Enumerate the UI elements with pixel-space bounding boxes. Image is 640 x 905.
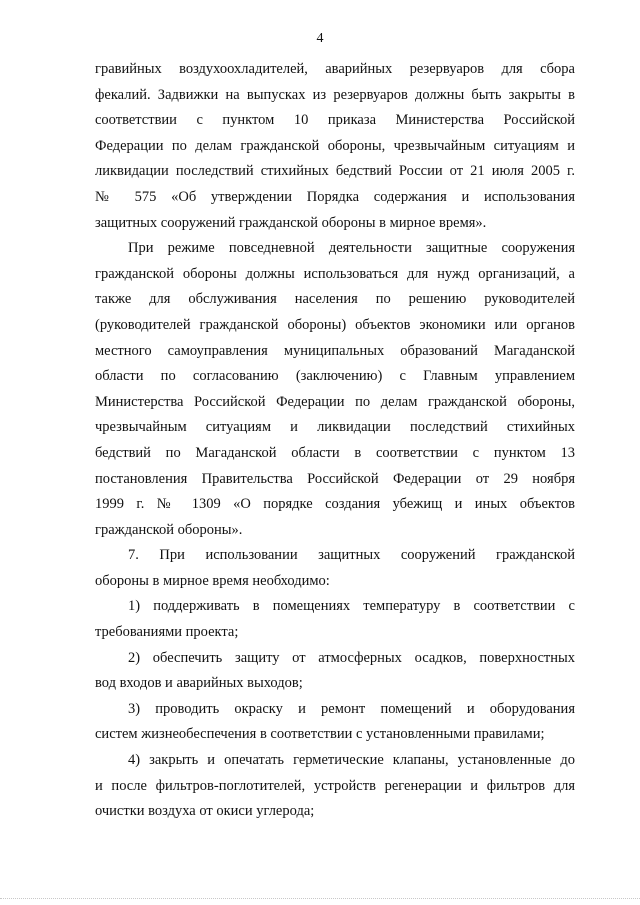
text-line: гравийных воздухоохладителей, аварийных резервуаров для сбора	[95, 61, 575, 77]
text-line: очистки воздуха от окиси углерода;	[95, 803, 315, 820]
text-line: 1999 г. № 1309 «О порядке создания убежищ и иных объектов	[95, 496, 575, 513]
text-line: ликвидации последствий стихийных бедствий России от 21 июля 2005 г.	[95, 163, 575, 180]
list-item-4	[95, 748, 575, 825]
text-line: Федерации по делам гражданской обороны, чрезвычайным ситуациям и	[95, 137, 575, 154]
text-line: 7. При использовании защитных сооружений гражданской	[128, 547, 575, 564]
text-line: вод входов и аварийных выходов;	[95, 675, 303, 692]
text-line: Министерства Российской Федерации по делам гражданской обороны,	[95, 393, 575, 410]
list-item-1	[95, 594, 575, 645]
text-line: и после фильтров-поглотителей, устройств регенерации и фильтров для	[95, 777, 575, 794]
page-number: 4	[316, 31, 324, 46]
paragraph-item-7	[95, 543, 575, 594]
scan-edge-rule	[0, 898, 640, 899]
text-line: требованиями проекта;	[95, 624, 239, 641]
text-line: также для обслуживания населения по решению руководителей	[95, 291, 575, 308]
text-line: фекалий. Задвижки на выпусках из резервуаров должны быть закрыты в	[95, 86, 575, 103]
text-line: соответствии с пунктом 10 приказа Министерства Российской	[95, 112, 575, 129]
text-line: постановления Правительства Российской Федерации от 29 ноября	[95, 470, 575, 487]
text-line: гражданской обороны».	[95, 521, 243, 538]
text-line: обороны в мирное время необходимо:	[95, 572, 330, 589]
text-line: местного самоуправления муниципальных образований Магаданской	[95, 342, 575, 359]
text-line: 4) закрыть и опечатать герметические клапаны, установленные до	[128, 752, 575, 769]
text-line: 3) проводить окраску и ремонт помещений и оборудования	[128, 700, 575, 717]
text-line: 1) поддерживать в помещениях температуру в соответствии с	[128, 598, 575, 615]
text-line: (руководителей гражданской обороны) объектов экономики или органов	[95, 316, 575, 333]
text-line: чрезвычайным ситуациям и ликвидации последствий стихийных	[95, 419, 575, 436]
list-item-3	[95, 697, 575, 748]
text-line: защитных сооружений гражданской обороны в мирное время».	[95, 214, 487, 231]
text-line: систем жизнеобеспечения в соответствии с установленными правилами;	[95, 726, 545, 743]
text-line: 2) обеспечить защиту от атмосферных осадков, поверхностных	[128, 649, 575, 666]
text-line: бедствий по Магаданской области в соответствии с пунктом 13	[95, 444, 575, 461]
text-line: гражданской обороны должны использоваться для нужд организаций, а	[95, 265, 575, 282]
list-item-2	[95, 646, 575, 697]
text-line: № 575 «Об утверждении Порядка содержания и использования	[95, 188, 575, 205]
paragraph-daily-activity	[95, 236, 575, 543]
text-line: области по согласованию (заключению) с Главным управлением	[95, 368, 575, 385]
document-body	[95, 57, 575, 825]
text-line: При режиме повседневной деятельности защитные сооружения	[128, 240, 575, 257]
paragraph-ventilation-reservoirs	[95, 57, 575, 236]
